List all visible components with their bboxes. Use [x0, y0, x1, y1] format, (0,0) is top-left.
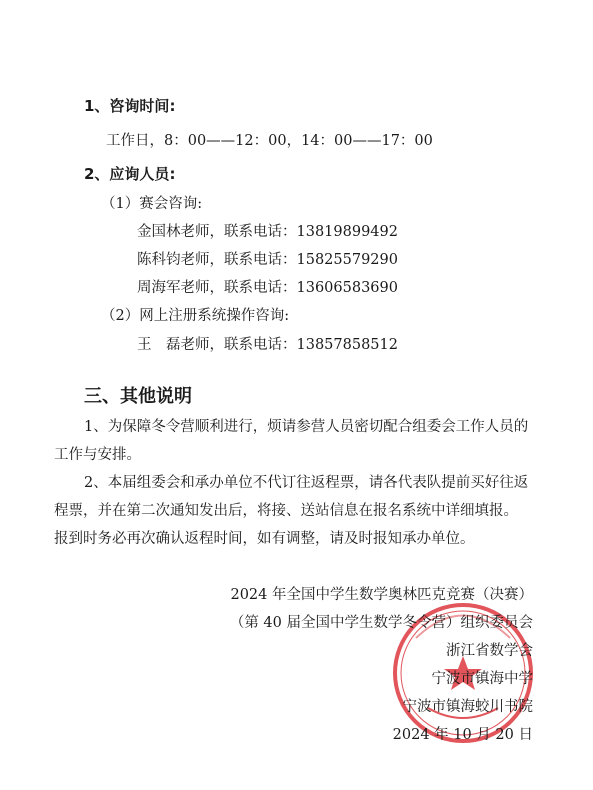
signature-date: 2024 年 10 月 20 日: [392, 727, 533, 743]
group-2-title: （2）网上注册系统操作咨询:: [101, 308, 290, 324]
contact-2: 陈科钧老师，联系电话：15825579290: [137, 252, 398, 268]
note-1-line-2: 工作与安排。: [54, 447, 141, 463]
signature-line-1: 2024 年全国中学生数学奥林匹克竞赛（决赛）: [230, 587, 533, 603]
contact-4: 王 磊老师，联系电话：13857858512: [137, 337, 398, 353]
note-2-line-3: 报到时务必再次确认返程时间，如有调整，请及时报知承办单位。: [54, 531, 475, 547]
signature-line-5: 宁波市镇海蛟川书院: [402, 699, 533, 715]
section-2-title: 2、应询人员:: [84, 165, 176, 183]
contact-1: 金国林老师，联系电话：13819899492: [137, 224, 398, 240]
note-2-line-2: 程票，并在第二次通知发出后，将接、送站信息在报名系统中详细填报。: [54, 503, 518, 519]
note-1-line-1: 1、为保障冬令营顺利进行，烦请参营人员密切配合组委会工作人员的: [84, 419, 529, 435]
group-1-title: （1）赛会咨询:: [101, 196, 203, 212]
note-2-line-1: 2、本届组委会和承办单位不代订往返程票，请各代表队提前买好往返: [84, 475, 529, 491]
signature-line-4: 宁波市镇海中学: [431, 671, 533, 687]
signature-line-3: 浙江省数学会: [446, 643, 533, 659]
section-3-title: 三、其他说明: [84, 386, 192, 407]
section-1-title: 1、咨询时间:: [84, 97, 176, 115]
signature-line-2: （第 40 届全国中学生数学冬令营）组织委员会: [229, 615, 533, 631]
contact-3: 周海军老师，联系电话：13606583690: [137, 280, 398, 296]
consult-hours: 工作日，8：00——12：00，14：00——17：00: [106, 133, 433, 149]
